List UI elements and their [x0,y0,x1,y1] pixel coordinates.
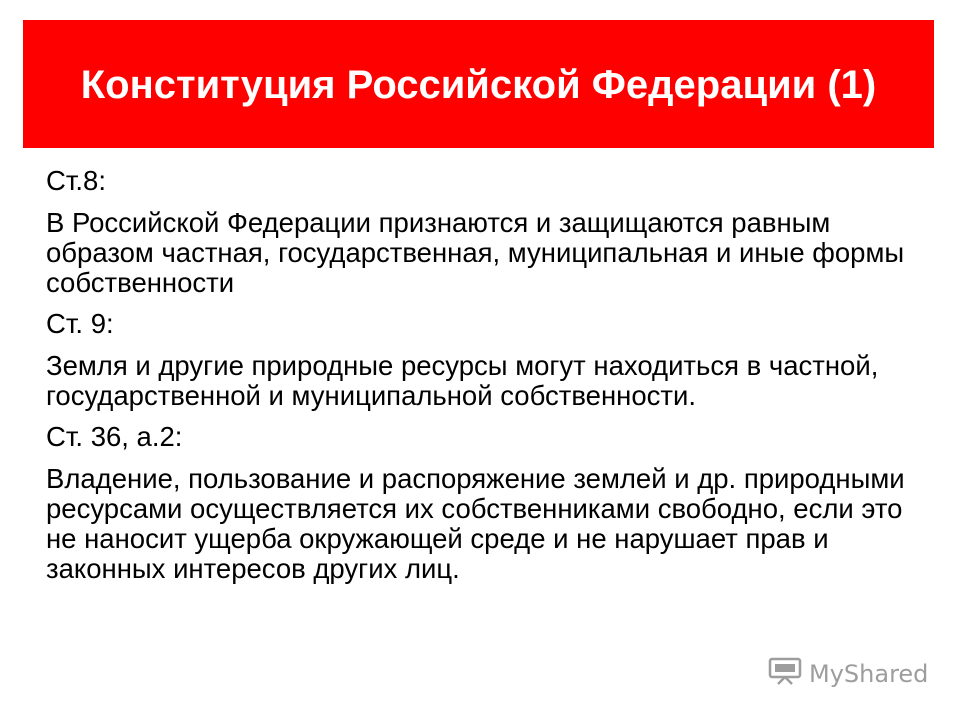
watermark [768,657,928,690]
projector-screen-icon [768,657,802,690]
slide-content [46,166,926,595]
article-label-9: Ст. 9: [46,308,114,339]
title-bar [23,20,934,148]
article-text-8: В Российской Федерации признаются и защищаются равным образом частная, государственная, муниципальная и иные формы собственности [46,207,905,298]
article-text-36: Владение, пользование и распоряжение землей и др. природными ресурсами осуществляется их собственниками свободно, если это не наносит ущерба окружающей среде и не нарушает прав и законных интересов других лиц. [46,463,905,584]
article-label-8: Ст.8: [46,165,106,196]
page-title: Конституция Российской Федерации (1) [80,62,877,107]
watermark-text: MyShared [809,659,929,688]
article-text-9: Земля и другие природные ресурсы могут находиться в частной, государственной и муниципальной собственности. [46,350,879,411]
article-label-36: Ст. 36, а.2: [46,421,183,452]
